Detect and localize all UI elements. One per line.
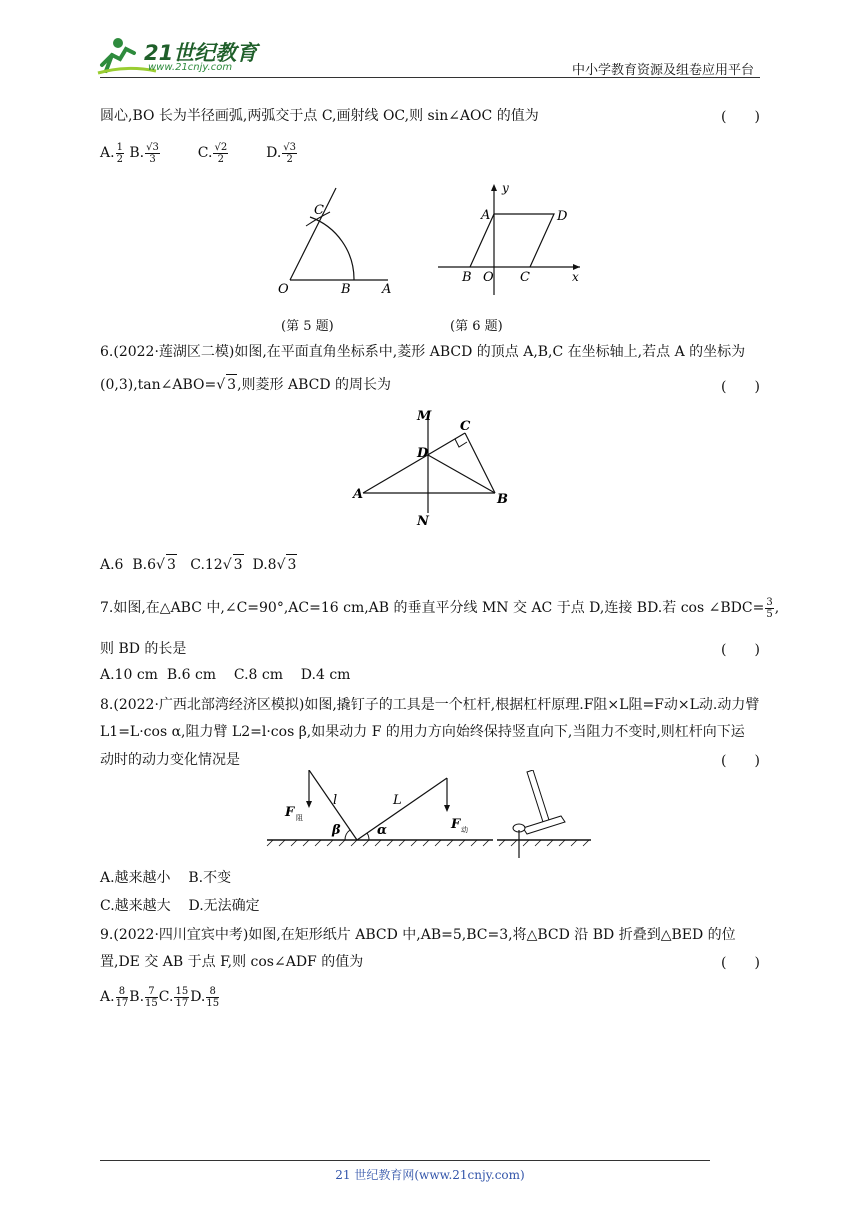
fig7-label-b: B xyxy=(497,492,508,507)
fig8-label-l-small: l xyxy=(333,793,338,808)
q9-options xyxy=(100,980,220,1014)
fig6-label-a: A xyxy=(481,208,491,223)
q5-option-a: A. $\frac{1}{2}$ xyxy=(100,141,123,165)
q7-line1: 7.如图,在△ABC 中,∠C=90°,AC=16 cm,AB 的垂直平分线 MN 交 AC 于点 D,连接 BD.若 cos ∠BDC= $\frac{3}{5}$ , xyxy=(100,596,780,620)
fig5-label-b: B xyxy=(341,282,351,297)
header-rule xyxy=(100,77,760,78)
q5-option-b: B. $\frac{√3}{3}$ xyxy=(129,141,159,165)
logo-text: 21世纪教育 xyxy=(144,41,258,65)
q8-line1: 8.(2022·广西北部湾经济区模拟)如图,撬钉子的工具是一个杠杆,根据杠杆原理.F阻×L阻=F动×L动.动力臂 xyxy=(100,697,760,713)
fig5-caption: (第 5 题) xyxy=(281,319,334,334)
q8-options-row2: C.越来越大 D.无法确定 xyxy=(100,898,260,914)
q7-answer-paren: ( ) xyxy=(721,642,760,658)
fig6-caption: (第 6 题) xyxy=(450,319,503,334)
q8-lever-figure xyxy=(265,770,595,862)
q6-line2: (0,3),tan∠ABO=√ 3,则菱形 ABCD 的周长为 xyxy=(100,374,391,395)
fig6-label-b: B xyxy=(462,270,472,285)
fig6-label-x: x xyxy=(572,270,579,284)
fig6-label-c: C xyxy=(520,270,530,285)
q9-option-d: D. $\frac{8}{15}$ xyxy=(190,985,220,1009)
q8-line3: 动时的动力变化情况是 xyxy=(100,752,240,768)
q5-options xyxy=(100,136,298,170)
fig8-label-l-big: L xyxy=(393,793,402,808)
fig8-label-beta: β xyxy=(332,823,341,838)
q8-answer-paren: ( ) xyxy=(721,753,760,769)
q5-figure xyxy=(270,180,410,305)
q5-option-d: D. $\frac{√3}{2}$ xyxy=(266,141,297,165)
fig7-label-n: N xyxy=(417,514,429,529)
footer-link[interactable]: 21 世纪教育网(www.21cnjy.com) xyxy=(335,1168,525,1182)
q9-answer-paren: ( ) xyxy=(721,955,760,971)
fig7-label-m: M xyxy=(417,409,432,424)
q9-option-c: C. $\frac{15}{17}$ xyxy=(158,985,189,1009)
fig7-label-a: A xyxy=(353,487,364,502)
q9-line1: 9.(2022·四川宜宾中考)如图,在矩形纸片 ABCD 中,AB=5,BC=3,将△BCD 沿 BD 折叠到△BED 的位 xyxy=(100,927,736,943)
q7-figure xyxy=(345,405,525,535)
fig8-label-f-right: F xyxy=(451,817,461,832)
fig8-label-alpha: α xyxy=(377,823,388,838)
q8-line2: L1=L·cos α,阻力臂 L2=l·cos β,如果动力 F 的用力方向始终保持竖直向下,当阻力不变时,则杠杆向下运 xyxy=(100,724,745,740)
q7-line2: 则 BD 的长是 xyxy=(100,641,187,657)
fig6-label-y: y xyxy=(502,181,509,195)
q6-answer-paren: ( ) xyxy=(721,379,760,395)
fig5-label-a: A xyxy=(382,282,392,297)
q9-line2: 置,DE 交 AB 于点 F,则 cos∠ADF 的值为 xyxy=(100,954,364,970)
q6-figure xyxy=(432,180,592,300)
fig6-label-d: D xyxy=(557,209,568,224)
fig5-label-o: O xyxy=(278,282,289,297)
fig6-label-o: O xyxy=(483,270,494,285)
logo-url-text: www.21cnjy.com xyxy=(148,62,233,73)
q5-text: 圆心,BO 长为半径画弧,两弧交于点 C,画射线 OC,则 sin∠AOC 的值为 xyxy=(100,108,539,124)
q5-option-c: C. $\frac{√2}{2}$ xyxy=(197,141,228,165)
q8-options-row1: A.越来越小 B.不变 xyxy=(100,870,232,886)
footer-rule xyxy=(100,1160,710,1161)
fig8-label-f-left: F xyxy=(285,805,295,820)
q6-options: A.6 B.6√ 3 C.12√ 3 D.8√ 3 xyxy=(100,554,297,575)
fig8-label-f-right-sub: 动 xyxy=(461,826,468,834)
q7-options: A.10 cm B.6 cm C.8 cm D.4 cm xyxy=(100,667,351,683)
site-logo[interactable] xyxy=(96,35,266,77)
fig7-label-d: D xyxy=(417,446,429,461)
q9-option-b: B. $\frac{7}{15}$ xyxy=(129,985,158,1009)
fig8-label-f-left-sub: 阻 xyxy=(296,814,303,822)
q9-option-a: A. $\frac{8}{17}$ xyxy=(100,985,129,1009)
q6-line1: 6.(2022·莲湖区二模)如图,在平面直角坐标系中,菱形 ABCD 的顶点 A,B,C 在坐标轴上,若点 A 的坐标为 xyxy=(100,344,746,360)
fig7-label-c: C xyxy=(460,419,471,434)
q5-answer-paren: ( ) xyxy=(721,109,760,125)
header-platform-title: 中小学教育资源及组卷应用平台 xyxy=(572,63,755,78)
fig5-label-c: C xyxy=(314,203,324,218)
